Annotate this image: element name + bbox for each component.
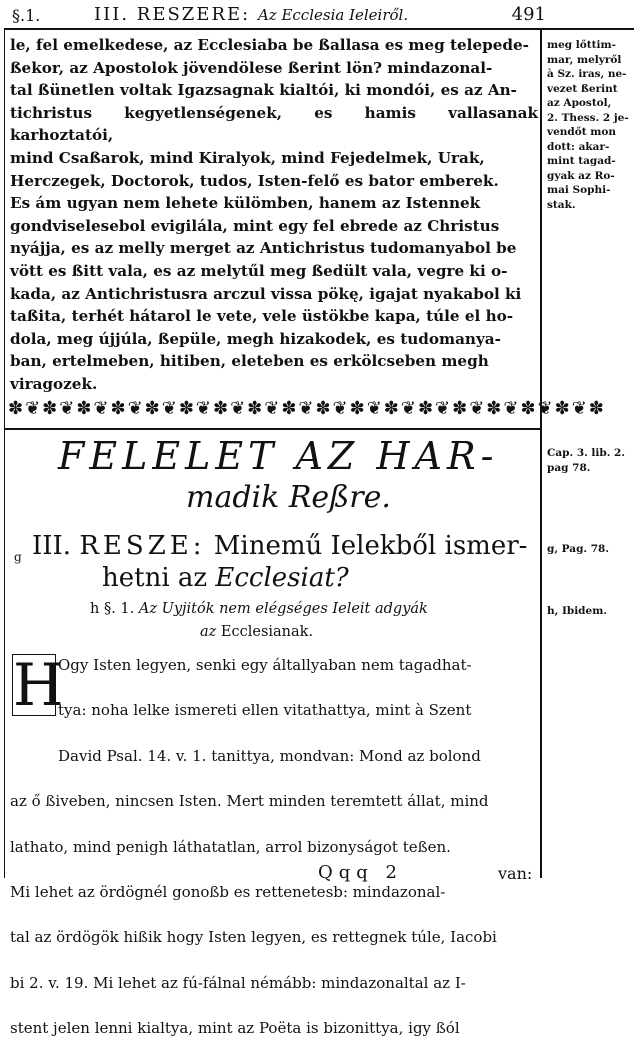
- body-line: Ogy Isten legyen, senki egy általlyaban nem tagadhat-: [58, 656, 472, 674]
- paragraph-line: gondviselesebol evigilála, mint egy fel ebrede az Christus: [10, 216, 500, 235]
- paragraph-line: Herczegek, Doctorok, tudos, Isten-felő es bator emberek.: [10, 171, 499, 190]
- drop-capital: H: [13, 651, 64, 719]
- margin-note-line: mai Sophi-: [547, 184, 611, 196]
- margin-note-line: vezet ßerint: [547, 82, 618, 95]
- paragraph-line: viragozek.: [10, 374, 98, 393]
- header-section-mark: §.1.: [12, 6, 41, 25]
- body-paragraph: [10, 651, 538, 1063]
- header-title-main: III. RESZERE:: [94, 4, 251, 25]
- paragraph-line: kada, az Antichristusra arczul vissa pökę, igajat nyakabol ki: [10, 284, 522, 303]
- subheading-line2-italic: az: [200, 624, 217, 640]
- chapter-roman: III.: [32, 531, 72, 561]
- paragraph-line: ban, ertelmeben, hitiben, eleteben es erkölcseben megh: [10, 352, 489, 371]
- section-subheading: [90, 598, 530, 644]
- paragraph-line: ßekor, az Apostolok jövendölese ßerint lön? mindazonal-: [10, 58, 493, 77]
- margin-note-line: 2. Thess. 2 je-: [547, 111, 629, 124]
- paragraph-line: nyájja, es az melly merget az Antichristus tudomanyabol be: [10, 239, 517, 258]
- body-line: az ő ßiveben, nincsen Isten. Mert minden teremtett állat, mind: [10, 792, 489, 811]
- margin-note-line: à Sz. iras, ne-: [547, 68, 627, 80]
- paragraph-line: tichristus kegyetlenségenek, es hamis vallasanak karhoztatói,: [10, 103, 538, 145]
- margin-note-line: meg lőttim-: [547, 39, 616, 51]
- body-line: lathato, mind penigh láthatatlan, arrol bizonyságot teßen.: [10, 837, 451, 856]
- margin-note-line: h, Ibidem.: [547, 605, 607, 617]
- margin-note-line: az Apostol,: [547, 97, 612, 109]
- margin-note-3: [547, 542, 639, 557]
- body-line: Mi lehet az ördögnél gonoßb es rettenetesb: mindazonal-: [10, 883, 446, 902]
- paragraph-line: mind Csaßarok, mind Kiralyok, mind Fejedelmek, Urak,: [10, 148, 485, 167]
- chapter-note-marker: g: [14, 550, 22, 564]
- margin-note-line: mint tagad-: [547, 155, 616, 167]
- margin-note-line: gyak az Ro-: [547, 169, 615, 182]
- paragraph-line: dola, meg újjúla, ßepüle, megh hizakodek, es tudomanya-: [10, 329, 501, 348]
- chapter-title-b: hetni az: [102, 563, 208, 593]
- body-line: David Psal. 14. v. 1. tanittya, mondvan: Mond az bolond: [58, 746, 481, 765]
- margin-note-line: stak.: [547, 198, 576, 211]
- margin-note-4: [547, 604, 639, 619]
- chapter-resze: RESZE:: [79, 531, 206, 561]
- paragraph-line: vött es ßitt vala, es az melytűl meg ßedült vala, vegre ki o-: [10, 261, 508, 280]
- running-header: [6, 0, 546, 28]
- header-title: [94, 4, 408, 25]
- paragraph-line: le, fel emelkedese, az Ecclesiaba be ßallasa es meg telepede-: [10, 36, 529, 54]
- page-number: 491: [511, 4, 546, 25]
- body-line: tal az ördögök hißik hogy Isten legyen, es rettegnek túle, Iacobi: [10, 928, 497, 947]
- chapter-heading-line2: madik Reßre.: [186, 480, 391, 515]
- chapter-title: [32, 530, 532, 594]
- catchword: van:: [498, 864, 533, 883]
- margin-note-1: [547, 38, 639, 212]
- section-rule: [4, 428, 540, 430]
- first-paragraph-text: [10, 34, 538, 396]
- chapter-title-italic: Ecclesiat?: [215, 563, 349, 593]
- margin-note-line: Cap. 3. lib. 2.: [547, 447, 626, 459]
- margin-divider-rule: [540, 28, 542, 878]
- margin-note-line: pag 78.: [547, 461, 591, 474]
- body-line: stent jelen lenni kialtya, mint az Poëta is bizonittya, igy ßól: [10, 1019, 460, 1038]
- paragraph-line: tal ßünetlen voltak Igazsagnak kialtói, ki mondói, es az An-: [10, 81, 517, 100]
- paragraph-line: taßita, terhét hátarol le vete, vele üstökbe kapa, túle el ho-: [10, 307, 514, 326]
- margin-note-2: [547, 446, 639, 475]
- subheading-line2-rest: Ecclesianak.: [220, 624, 314, 640]
- first-paragraph: [10, 34, 538, 396]
- margin-note-line: dott: akar-: [547, 140, 610, 153]
- header-title-italic: Az Ecclesia Ieleiről.: [257, 6, 409, 24]
- body-line: tya: noha lelke ismereti ellen vitathattya, mint à Szent: [58, 701, 472, 720]
- subheading-italic: Az Uyjitók nem elégséges Ieleit adgyák: [138, 601, 428, 617]
- subheading-marker: h §. 1.: [90, 601, 135, 617]
- margin-note-line: g, Pag. 78.: [547, 543, 609, 555]
- margin-note-line: mar, melyről: [547, 53, 622, 66]
- chapter-title-a: Minemű Ielekből ismer-: [213, 531, 528, 561]
- chapter-heading-line1: FELELET AZ HAR-: [58, 434, 499, 478]
- margin-note-line: vendőt mon: [547, 126, 617, 138]
- left-border-rule: [4, 28, 5, 878]
- paragraph-line: Es ám ugyan nem lehete külömben, hanem az Istennek: [10, 194, 481, 213]
- body-line: bi 2. v. 19. Mi lehet az fú-fálnal némább: mindazonaltal az I-: [10, 973, 466, 992]
- signature-mark: Qqq 2: [318, 862, 403, 883]
- ornamental-border: ✽❦✽❦✽❦✽❦✽❦✽❦✽❦✽❦✽❦✽❦✽❦✽❦✽❦✽❦✽❦✽❦✽❦✽: [8, 398, 606, 419]
